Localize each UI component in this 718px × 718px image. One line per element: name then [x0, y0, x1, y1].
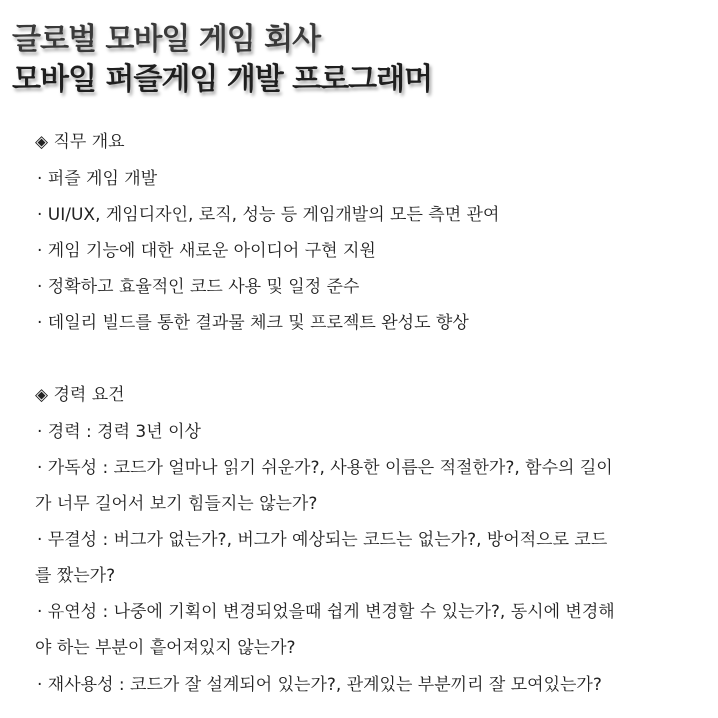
requirement-item: · 경력 : 경력 3년 이상 [37, 422, 201, 442]
requirement-item: · 유연성 : 나중에 기획이 변경되었을때 쉽게 변경할 수 있는가?, 동시에 변경해 [37, 602, 615, 622]
requirement-item: · 가독성 : 코드가 얼마나 읽기 쉬운가?, 사용한 이름은 적절한가?, 함수의 길이 [37, 458, 613, 478]
requirements-heading: ◈ 경력 요건 [35, 385, 125, 405]
requirement-item: · 무결성 : 버그가 없는가?, 버그가 예상되는 코드는 없는가?, 방어적으로 코드 [37, 530, 608, 550]
duty-item: · 정확하고 효율적인 코드 사용 및 일정 준수 [37, 277, 360, 297]
requirement-item: · 재사용성 : 코드가 잘 설계되어 있는가?, 관계있는 부분끼리 잘 모여있는가? [37, 675, 602, 695]
duty-item: · UI/UX, 게임디자인, 로직, 성능 등 게임개발의 모든 측면 관여 [37, 205, 500, 225]
duties-heading: ◈ 직무 개요 [35, 132, 125, 152]
requirement-item-continuation: 야 하는 부분이 흩어져있지 않는가? [35, 638, 296, 658]
company-title: 글로벌 모바일 게임 회사 [12, 22, 321, 57]
requirement-item-continuation: 가 너무 길어서 보기 힘들지는 않는가? [35, 494, 318, 514]
duty-item: · 퍼즐 게임 개발 [37, 169, 158, 189]
position-title: 모바일 퍼즐게임 개발 프로그래머 [12, 62, 433, 97]
duty-item: · 게임 기능에 대한 새로운 아이디어 구현 지원 [37, 241, 376, 261]
posting-header [12, 20, 702, 100]
duty-item: · 데일리 빌드를 통한 결과물 체크 및 프로젝트 완성도 향상 [37, 313, 469, 333]
requirement-item-continuation: 를 짰는가? [35, 566, 116, 586]
